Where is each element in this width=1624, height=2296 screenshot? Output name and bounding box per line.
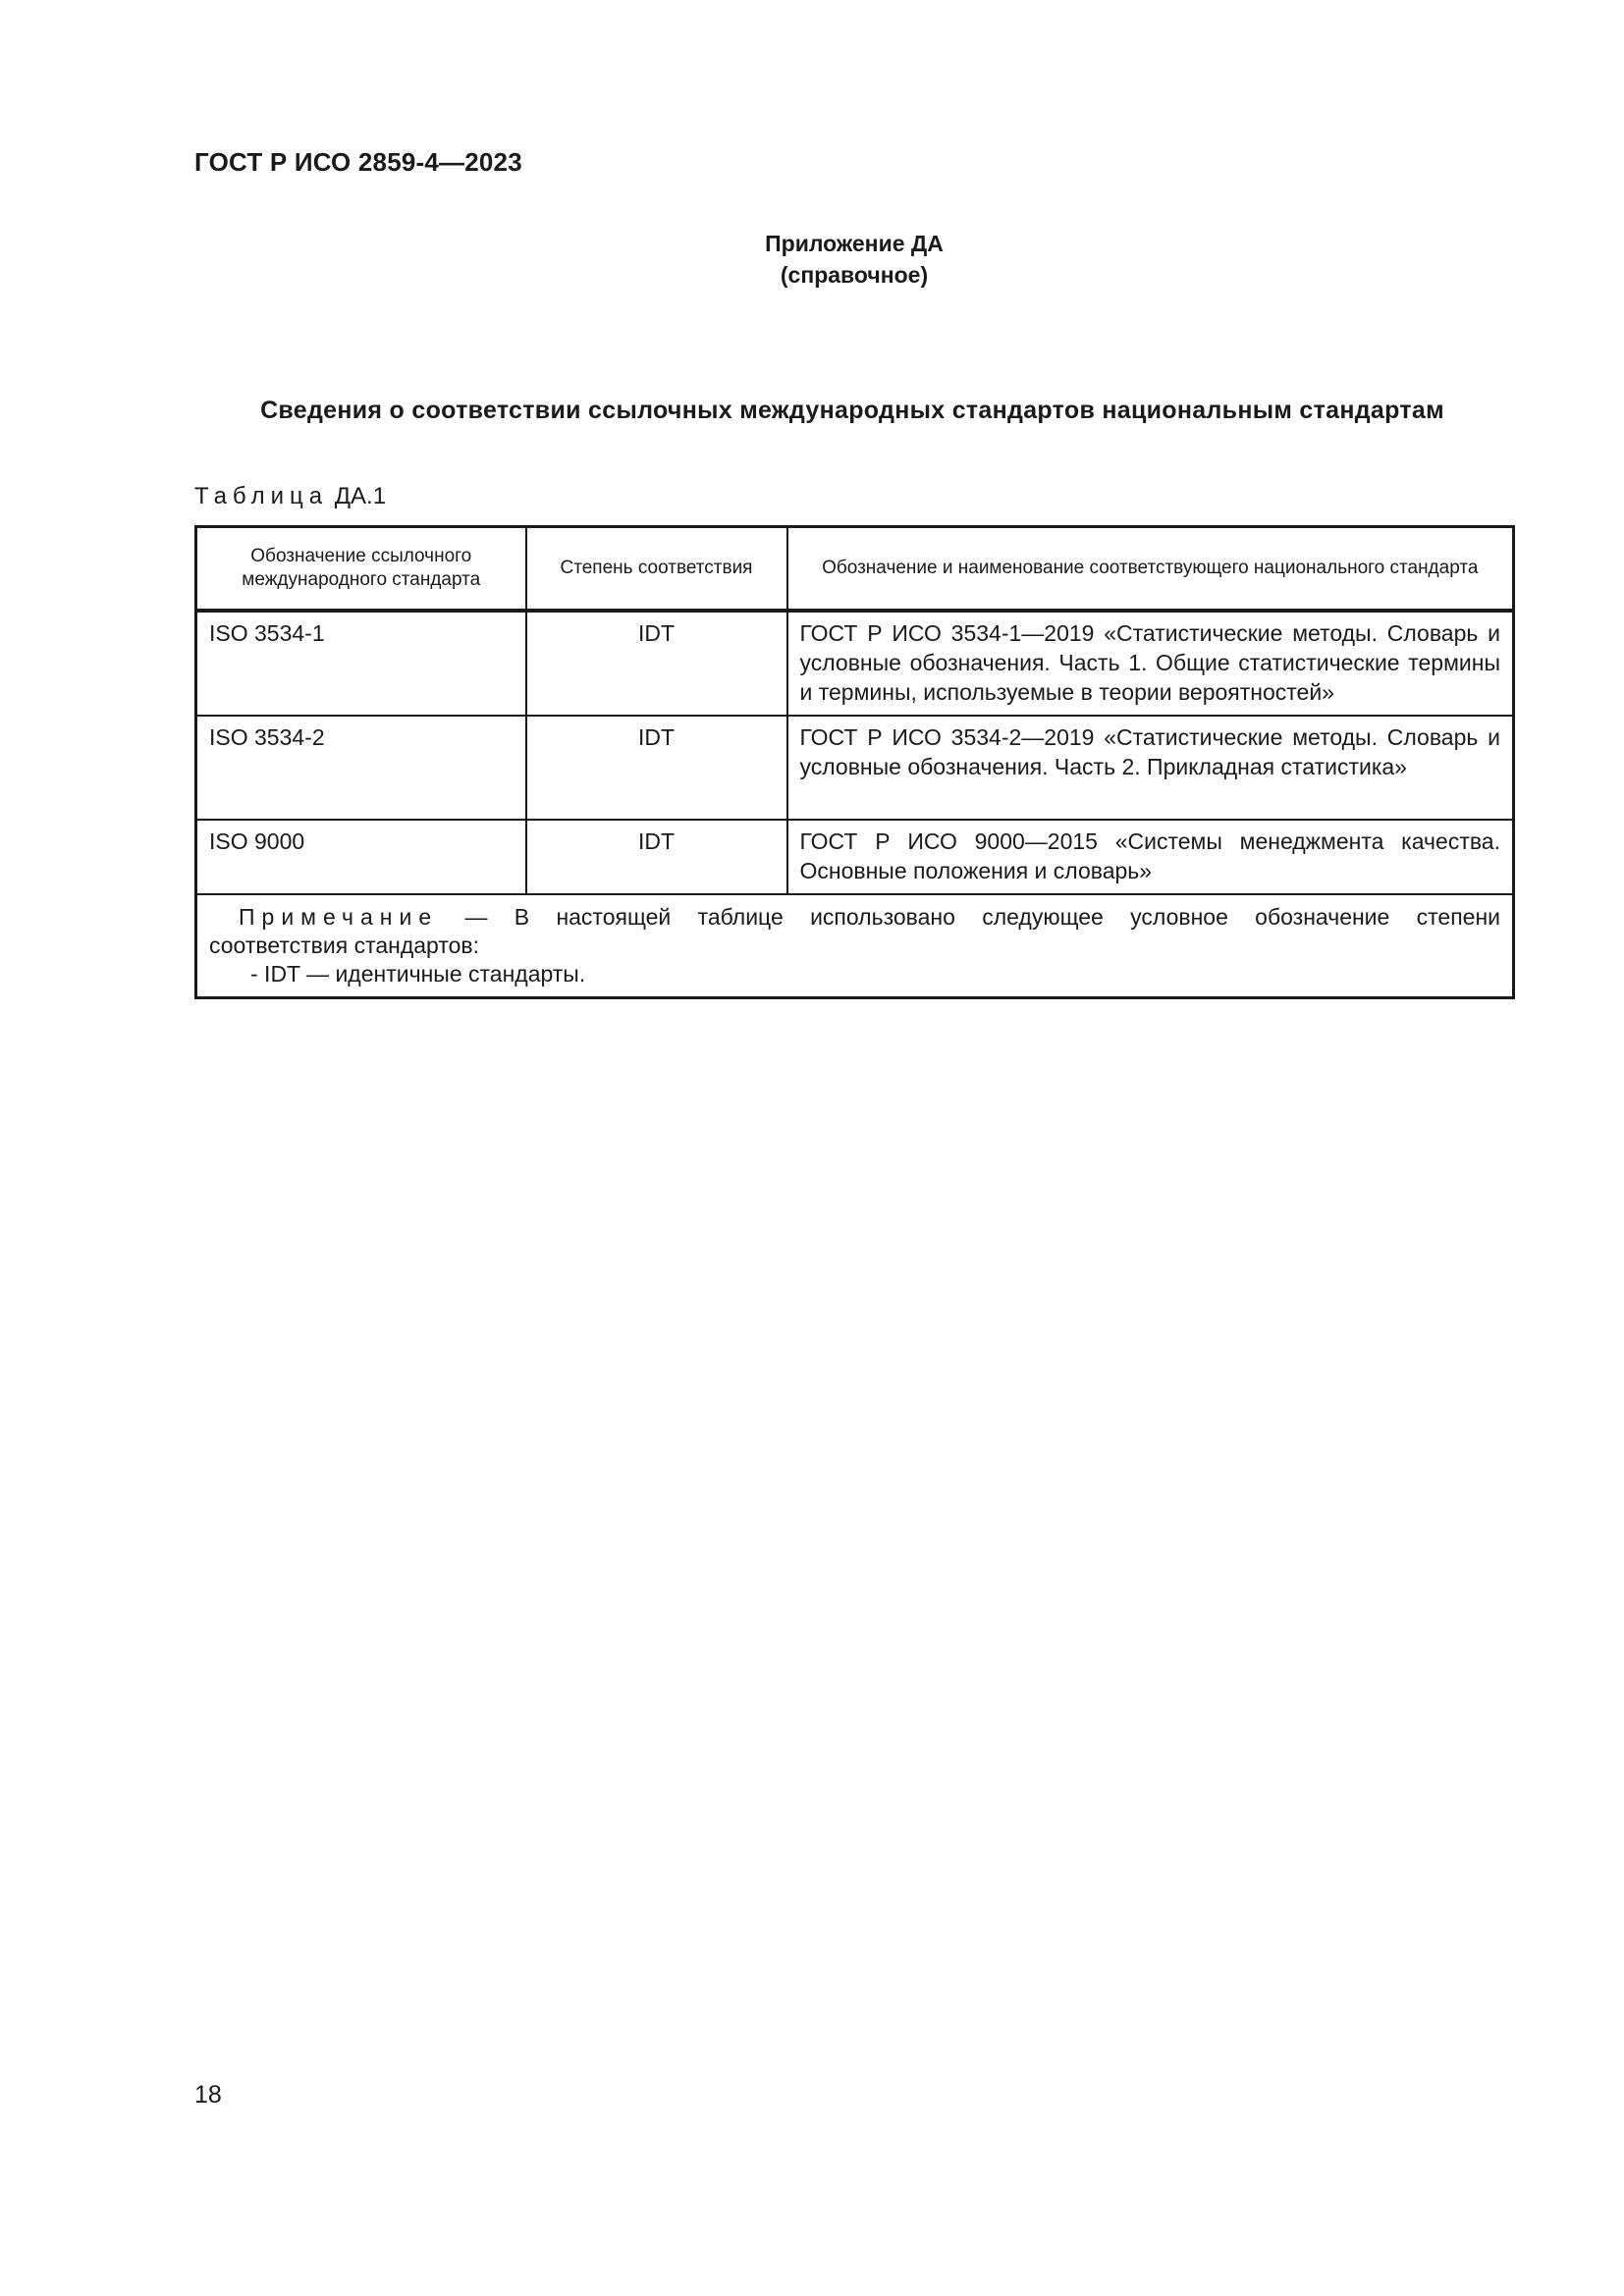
correspondence-table xyxy=(194,525,1515,999)
table-note xyxy=(196,894,1514,998)
cell-degree: IDT xyxy=(526,611,787,716)
appendix-title: Приложение ДА xyxy=(765,231,944,256)
cell-reference: ISO 9000 xyxy=(196,820,526,894)
table-row xyxy=(196,611,1514,716)
table-caption-number: ДА.1 xyxy=(334,483,387,509)
document-id-header: ГОСТ Р ИСО 2859-4—2023 xyxy=(194,147,522,177)
cell-reference: ISO 3534-2 xyxy=(196,716,526,820)
table-header-row xyxy=(196,527,1514,611)
page-number: 18 xyxy=(194,2081,222,2109)
appendix-subtitle: (справочное) xyxy=(780,262,929,288)
note-label: Примечание xyxy=(239,903,439,930)
table-row xyxy=(196,716,1514,820)
cell-degree: IDT xyxy=(526,716,787,820)
table-row xyxy=(196,820,1514,894)
column-header-degree: Степень соответствия xyxy=(526,527,787,611)
cell-degree: IDT xyxy=(526,820,787,894)
note-line-2: соответствия стандартов: xyxy=(209,932,480,958)
column-header-reference: Обозначение ссылочного международного стандарта xyxy=(196,527,526,611)
table-caption xyxy=(194,483,386,510)
note-text-1: — В настоящей таблице использовано следующее условное обозначение степени xyxy=(464,903,1500,930)
appendix-heading xyxy=(628,228,1080,291)
table-note-row xyxy=(196,894,1514,998)
note-line-1 xyxy=(209,903,1500,932)
section-title: Сведения о соответствии ссылочных международных стандартов национальным стандартам xyxy=(260,397,1444,424)
column-header-national: Обозначение и наименование соответствующего национального стандарта xyxy=(787,527,1514,611)
cell-national: ГОСТ Р ИСО 3534-2—2019 «Статистические методы. Словарь и условные обозначения. Часть 2. Прикладная статистика» xyxy=(787,716,1514,820)
correspondence-table-wrapper xyxy=(194,525,1512,999)
cell-national: ГОСТ Р ИСО 3534-1—2019 «Статистические методы. Словарь и условные обозначения. Часть 1. Общие статистические термины и термины, используемые в теории вероятностей» xyxy=(787,611,1514,716)
cell-reference: ISO 3534-1 xyxy=(196,611,526,716)
note-list-item: - IDT — идентичные стандарты. xyxy=(250,960,586,987)
table-caption-label: Таблица xyxy=(194,483,329,509)
cell-national: ГОСТ Р ИСО 9000—2015 «Системы менеджмента качества. Основные положения и словарь» xyxy=(787,820,1514,894)
